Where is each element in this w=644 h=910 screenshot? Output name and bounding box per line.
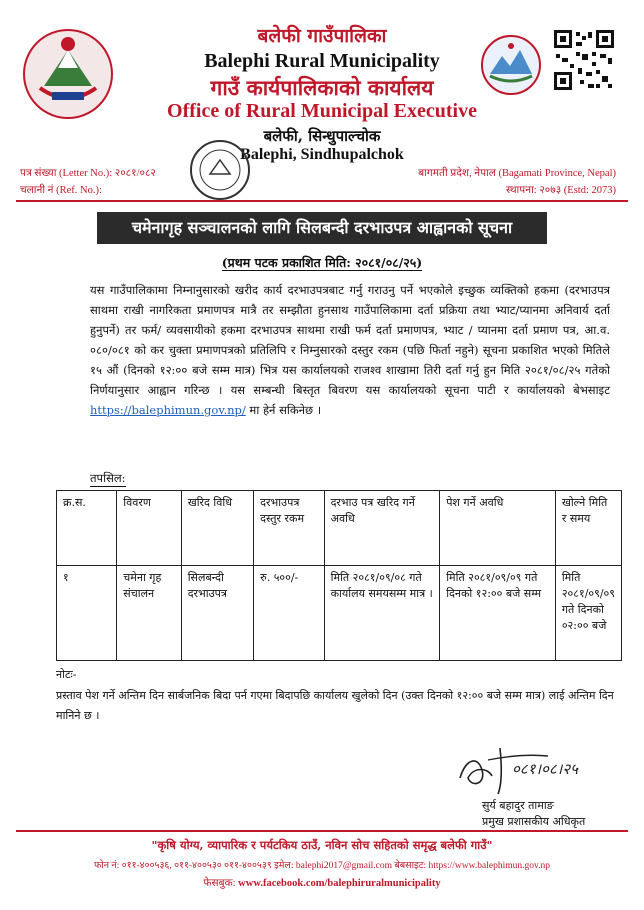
schedule-label: तपसिल: [90,471,126,485]
notice-title: चमेनागृह सञ्चालनको लागि सिलबन्दी दरभाउपत्र आह्वानको सूचना [97,212,547,244]
address-np: बलेफी, सिन्धुपाल्चोक [263,127,381,145]
footer-facebook [0,876,644,890]
cell-sn: १ [57,566,117,661]
tender-table [56,490,622,661]
note-text: प्रस्ताव पेश गर्ने अन्तिम दिन सार्बजनिक बिदा पर्न गएमा बिदापछि कार्यालय खुलेको दिन (उक्त दिनको १२:०० बजे सम्म मात्र) लाई अन्तिम दिन मानिने छ । [56,689,614,722]
col-purchase-period: दरभाउ पत्र खरिद गर्ने अवधि [324,491,440,566]
cell-submission-period: मिति २०८१/०९/०९ गते दिनको १२:०० बजे सम्म [440,566,556,661]
table-header-row [57,491,622,566]
municipality-name-np: बलेफी गाउँपालिका [257,25,387,47]
signature-date: ०८१।०८।२५ [512,760,578,778]
col-method: खरिद विधि [181,491,253,566]
municipality-name-en: Balephi Rural Municipality [204,50,440,72]
footer-slogan: "कृषि योग्य, व्यापारिक र पर्यटकिय ठाउँ, नविन सोच सहितको समृद्ध बलेफी गाउँ" [151,838,493,852]
footer-divider [16,830,628,832]
cell-opening-date: मिति २०८१/०९/०९ गते दिनको ०२:०० बजे [555,566,621,661]
note-label: नोटः- [56,668,77,681]
established: स्थापना: २०७३ (Estd: 2073) [505,185,616,196]
facebook-link[interactable]: www.facebook.com/balephiruralmunicipality [238,878,441,889]
office-stamp-icon [188,138,252,202]
reference-number: चलानी नं (Ref. No.): [20,185,102,196]
signature-icon [448,738,598,798]
col-submission-period: पेश गर्ने अवधि [440,491,556,566]
col-opening-date: खोल्ने मिति र समय [555,491,621,566]
published-date: (प्रथम पटक प्रकाशित मिति: २०८१/०८/२५) [221,255,423,270]
office-name-en: Office of Rural Municipal Executive [167,100,477,122]
footer-contact: फोन नं: ०११-४००५३६, ०११-४००५३० ०११-४००५३९ इमेल: balephi2017@gmail.com बेबसाइट: https://www.balephimun.gov.np [93,861,550,871]
col-fee: दरभाउपत्र दस्तुर रकम [254,491,324,566]
province: बागमती प्रदेश, नेपाल (Bagamati Province, Nepal) [418,168,616,179]
office-name-np: गाउँ कार्यपालिकाको कार्यालय [210,75,434,100]
cell-description: चमेना गृह संचालन [117,566,181,661]
signatory-name: सुर्य बहादुर तामाङ [482,799,554,812]
signatory-title: प्रमुख प्रशासकीय अधिकृत [482,815,586,828]
facebook-label: फेसबुक: [203,878,236,889]
notice-body: यस गाउँपालिकामा निम्नानुसारको खरीद कार्य दरभाउपत्रबाट गर्नु गराउनु पर्ने भएकोले इच्छुक व्यक्तिको हकमा (दरभाउपत्र साथमा राखी नागरिकता प्रमाणपत्र मात्रै तर सम्झौता हुनसाथ गाउँपालिकामा दर्ता प्रक्रिया तथा भ्याट/प्यानमा अनिवार्य दर्ता हुनुपर्ने) तर फर्म/ व्यवसायीको हकमा दरभाउपत्र साथमा राखी फर्म दर्ता प्रमाणपत्र, भ्याट / प्यानमा दर्ता प्रमाण पत्र, आ.व. ०८०/०८१ को कर चुक्ता प्रमाणपत्रको प्रतिलिपि र निम्नुसारको दस्तुर रकम (पछि फिर्ता नहुने) सूचना प्रकाशित भएको मितिले १५ औं (दिनको १२:०० बजे सम्म मात्र) भित्र यस कार्यालयको राजश्व शाखामा तिरी दर्ता गर्नु हुन मिति २०८१/०८/२५ गतेको निर्णयानुसार आह्वान गरिन्छ । यस सम्बन्धी बिस्तृत बिवरण यस कार्यालयको सूचना पाटी र कार्यालयको बेभसाइट https://balephimun.gov.np/ मा हेर्न सकिनेछ । [90,283,610,417]
cell-method: सिलबन्दी दरभाउपत्र [181,566,253,661]
cell-purchase-period: मिति २०८१/०९/०८ गते कार्यालय समयसम्म मात्र । [324,566,440,661]
table-row [57,566,622,661]
address-en: Balephi, Sindhupalchok [240,146,404,163]
header-divider [16,200,628,202]
letter-number: पत्र संख्या (Letter No.): २०८१/०८२ [20,168,156,179]
website-link[interactable]: https://balephimun.gov.np/ [90,403,246,417]
col-description: विवरण [117,491,181,566]
col-sn: क्र.स. [57,491,117,566]
cell-fee: रु. ५००/- [254,566,324,661]
